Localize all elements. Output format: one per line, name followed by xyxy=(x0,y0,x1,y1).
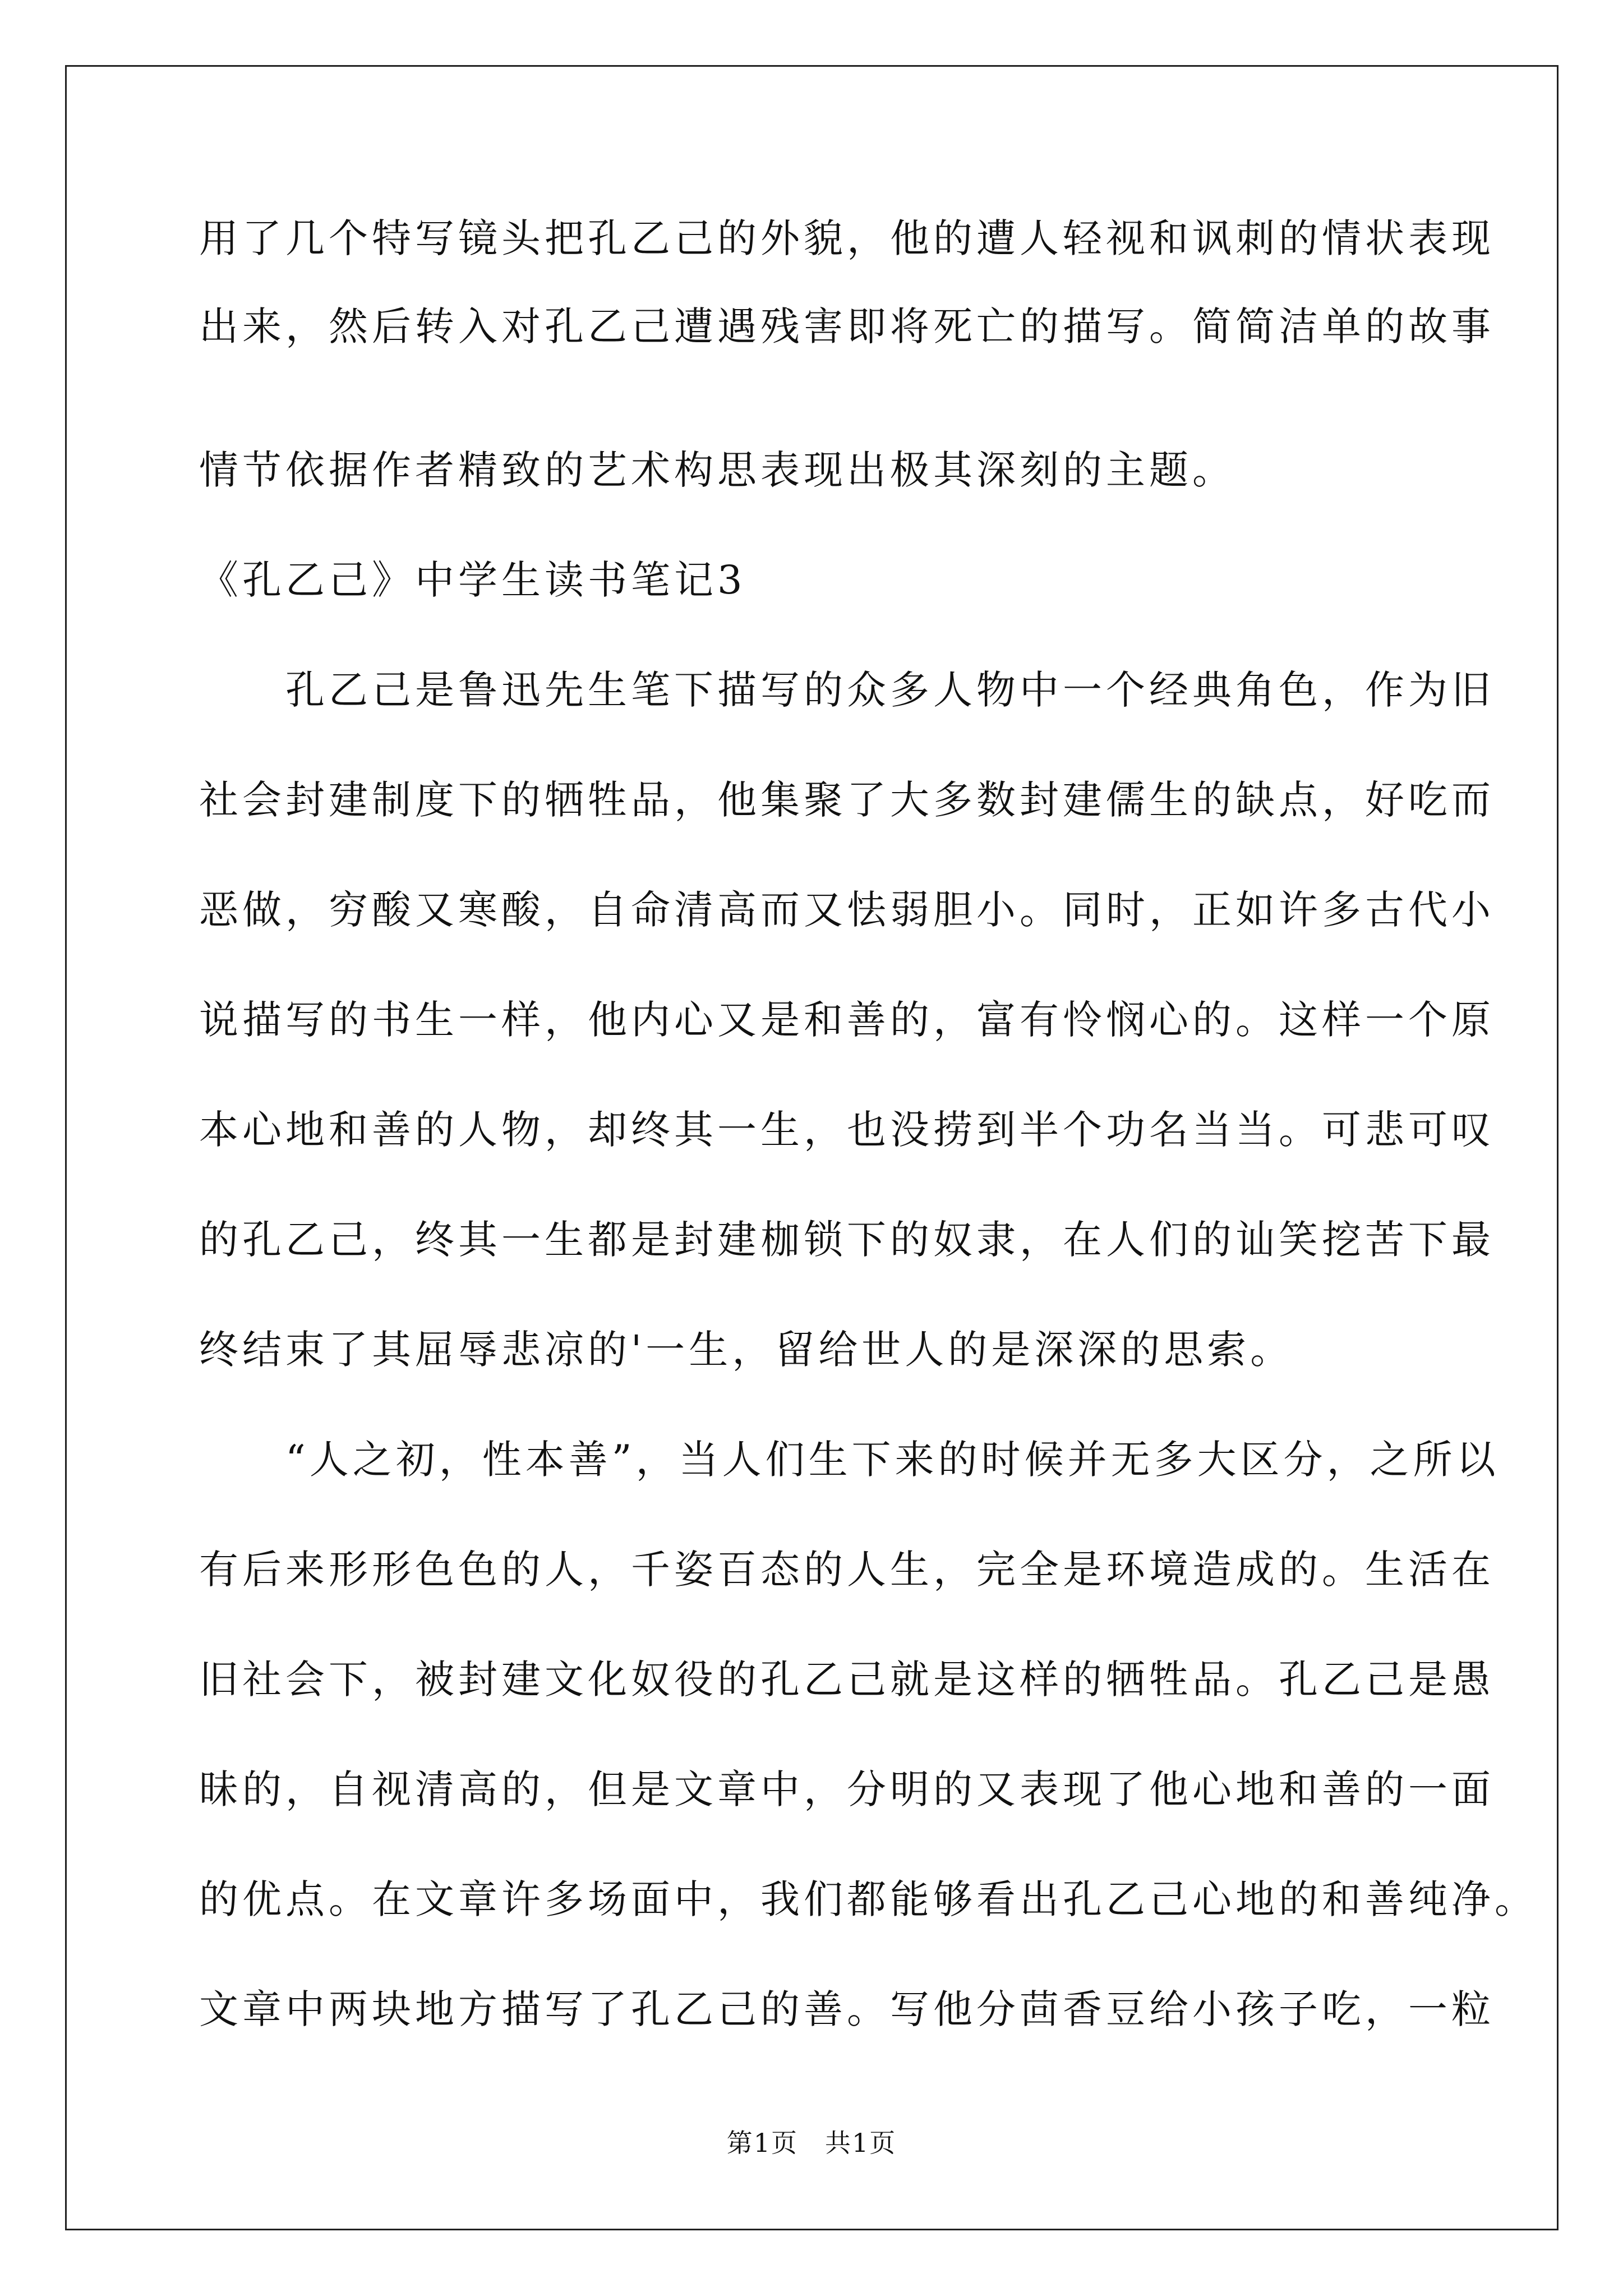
text-line: 出来，然后转入对孔乙己遭遇残害即将死亡的描写。简简洁单的故事 xyxy=(199,303,1495,349)
text-line: “人之初，性本善”，当人们生下来的时候并无多大区分，之所以 xyxy=(199,1437,1500,1483)
text-line: 有后来形形色色的人，千姿百态的人生，完全是环境造成的。生活在 xyxy=(199,1547,1495,1593)
text-line: 恶做，穷酸又寒酸，自命清高而又怯弱胆小。同时，正如许多古代小 xyxy=(199,887,1495,933)
text-line: 终结束了其屈辱悲凉的'一生，留给世人的是深深的思索。 xyxy=(199,1327,1294,1373)
text-line: 旧社会下，被封建文化奴役的孔乙己就是这样的牺牲品。孔乙己是愚 xyxy=(199,1657,1495,1703)
text-line: 的优点。在文章许多场面中，我们都能够看出孔乙己心地的和善纯净。 xyxy=(199,1876,1538,1922)
section-heading: 《孔乙己》中学生读书笔记3 xyxy=(199,557,746,603)
text-line: 说描写的书生一样，他内心又是和善的，富有怜悯心的。这样一个原 xyxy=(199,997,1495,1043)
text-line: 昧的，自视清高的，但是文章中，分明的又表现了他心地和善的一面 xyxy=(199,1766,1495,1812)
text-line: 的孔乙己，终其一生都是封建枷锁下的奴隶，在人们的讪笑挖苦下最 xyxy=(199,1217,1495,1263)
page-number: 第1页 共1页 xyxy=(726,2128,897,2158)
text-line: 用了几个特写镜头把孔乙己的外貌，他的遭人轻视和讽刺的情状表现 xyxy=(199,215,1495,261)
text-line: 情节依据作者精致的艺术构思表现出极其深刻的主题。 xyxy=(199,447,1235,493)
text-line: 文章中两块地方描写了孔乙己的善。写他分茴香豆给小孩子吃，一粒 xyxy=(199,1986,1495,2032)
text-line: 社会封建制度下的牺牲品，他集聚了大多数封建儒生的缺点，好吃而 xyxy=(199,777,1495,823)
text-line: 本心地和善的人物，却终其一生，也没捞到半个功名当当。可悲可叹 xyxy=(199,1107,1495,1153)
text-line: 孔乙己是鲁迅先生笔下描写的众多人物中一个经典角色，作为旧 xyxy=(199,667,1495,713)
